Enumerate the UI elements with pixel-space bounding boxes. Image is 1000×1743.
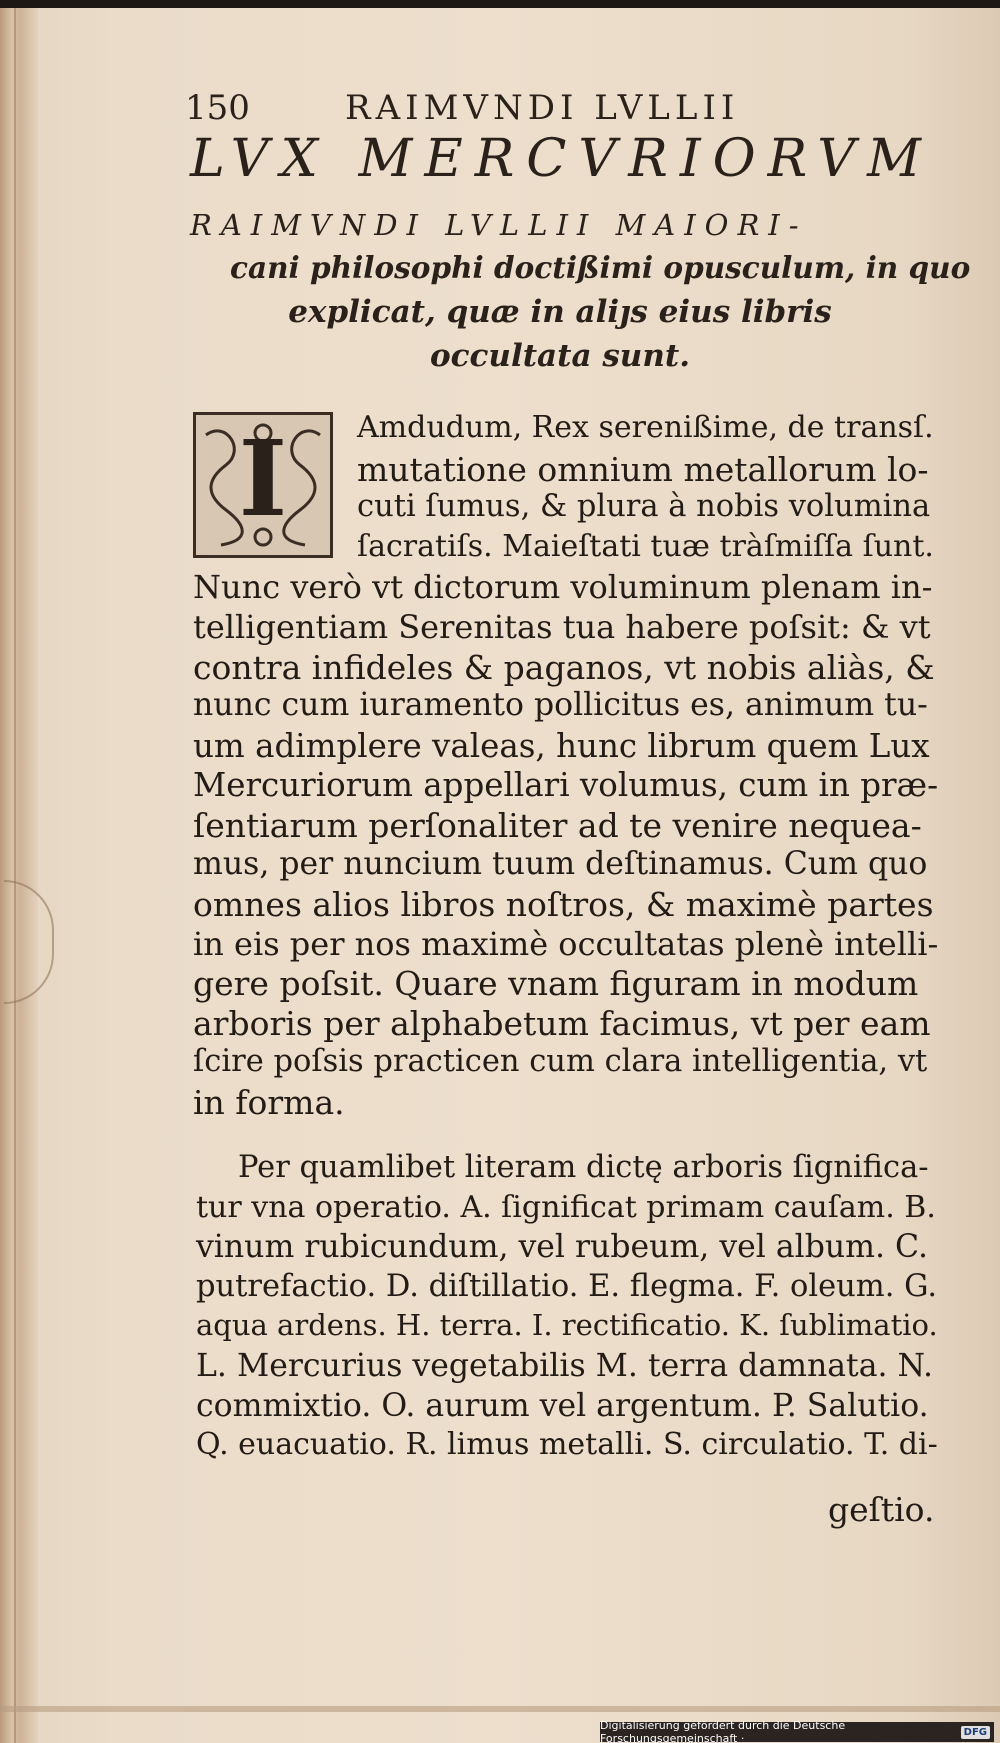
text-line: putrefactio. D. diſtillatio. E. flegma. F. oleum. G. [196, 1268, 938, 1304]
subtitle-line-3: explicat, quæ in aliȷs eius libris [288, 294, 832, 330]
page-number: 150 [185, 88, 250, 128]
catchword: geſtio. [828, 1490, 935, 1529]
footer-credit [600, 1719, 994, 1743]
text-line: mus, per nuncium tuum deſtinamus. Cum quo [193, 845, 928, 882]
subtitle-line-4: occultata sunt. [430, 338, 690, 374]
initial-letter: I [238, 417, 288, 540]
text-line: arboris per alphabetum facimus, vt per eam [193, 1004, 931, 1043]
text-line: in forma. [193, 1083, 345, 1123]
page-binding-edge [0, 0, 38, 1743]
running-head: RAIMVNDI LVLLII [345, 88, 740, 128]
text-line: omnes alios libros noſtros, & maximè partes [193, 885, 934, 925]
text-line: aqua ardens. H. terra. I. rectificatio. K. ſublimatio. [196, 1308, 938, 1343]
text-line: Nunc verò vt dictorum voluminum plenam in- [193, 568, 933, 607]
decorated-initial [193, 412, 333, 558]
text-line: Mercuriorum appellari volumus, cum in præ- [193, 766, 939, 805]
text-line: ſcire poſsis practicen cum clara intelligentia, vt [193, 1043, 928, 1079]
text-line: gere poſsit. Quare vnam figuram in modum [193, 964, 919, 1004]
text-line: telligentiam Serenitas tua habere poſsit: & vt [193, 608, 931, 646]
footer-text: Digitalisierung gefördert durch die Deutsche Forschungsgemeinschaft · [600, 1719, 846, 1743]
text-line: Per quamlibet literam dictę arboris ſignifica- [238, 1150, 929, 1185]
text-line: ſacratiſs. Maieſtati tuæ tràſmiſſa ſunt. [357, 528, 934, 564]
binding-line [14, 0, 16, 1743]
page-header [185, 88, 885, 132]
page-tab-mark [4, 880, 54, 1004]
subtitle-line-1: RAIMVNDI LVLLII MAIORI- [190, 208, 808, 242]
text-line: ſentiarum perſonaliter ad te venire nequea- [193, 806, 922, 845]
page-title: LVX MERCVRIORVM [190, 128, 933, 189]
text-line: commixtio. O. aurum vel argentum. P. Salutio. [196, 1387, 929, 1424]
text-line: vinum rubicundum, vel rubeum, vel album. C. [196, 1229, 929, 1266]
text-line: um adimplere valeas, hunc librum quem Lux [193, 726, 930, 765]
text-line: cuti ſumus, & plura à nobis volumina [357, 489, 931, 525]
bottom-edge [0, 1706, 1000, 1712]
text-line: in eis per nos maximè occultatas plenè intelli- [193, 924, 939, 963]
text-line: mutatione omnium metallorum lo- [357, 449, 929, 489]
top-edge [0, 0, 1000, 8]
text-line: L. Mercurius vegetabilis M. terra damnata. N. [196, 1348, 934, 1384]
text-line: Q. euacuatio. R. limus metalli. S. circulatio. T. di- [196, 1427, 938, 1463]
text-line: contra infideles & paganos, vt nobis aliàs, & [193, 647, 935, 687]
text-line: Amdudum, Rex serenißime, de transſ. [357, 410, 934, 445]
subtitle-line-2: cani philosophi doctißimi opusculum, in quo [230, 250, 971, 285]
dfg-logo: DFG [961, 1726, 990, 1739]
text-line: tur vna operatio. A. ſignificat primam cauſam. B. [196, 1189, 936, 1225]
text-line: nunc cum iuramento pollicitus es, animum tu- [193, 687, 928, 724]
